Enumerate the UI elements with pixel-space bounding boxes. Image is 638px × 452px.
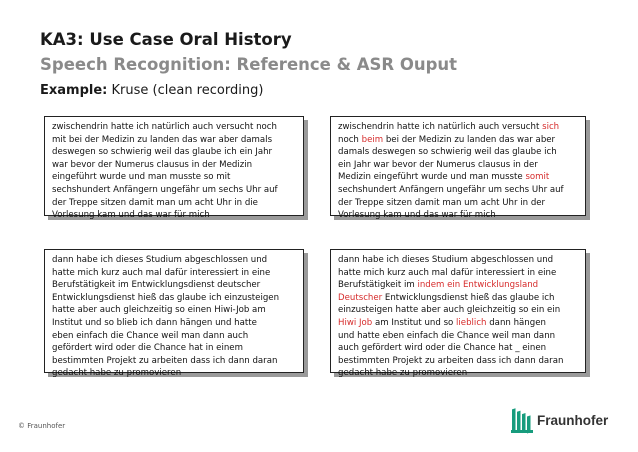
asr-output-box-1 — [330, 116, 586, 221]
example-text: Kruse (clean recording) — [107, 83, 264, 98]
transcript-text: Medizin eingeführt wurde und man musste — [338, 172, 526, 183]
asr-error-highlight: Deutscher — [338, 292, 383, 303]
transcript-line — [52, 209, 298, 222]
asr-error-highlight: beim — [361, 134, 384, 145]
transcript-line — [52, 146, 298, 159]
transcript-line — [338, 121, 580, 134]
transcript-text: Vorlesung kam und das war für mich — [338, 210, 496, 221]
transcript-line — [338, 134, 580, 147]
logo-wordmark: Fraunhofer — [537, 412, 609, 428]
transcript-line — [52, 355, 298, 368]
transcript-text: am Institut und so — [372, 317, 457, 328]
asr-output-box-2 — [330, 249, 586, 379]
transcript-line — [52, 292, 298, 305]
transcript-line — [338, 317, 580, 330]
transcript-text: dann habe ich dieses Studium abgeschlossen und — [52, 255, 268, 265]
transcript-text: bestimmten Projekt zu arbeiten dass ich dann daran — [52, 355, 278, 366]
transcript-text: gedacht habe zu promovieren — [52, 368, 182, 379]
transcript-text: ein Jahr war bevor der Numerus clausus in der — [338, 159, 538, 170]
transcript-text: der Treppe sitzen damit man um acht Uhr in die — [52, 197, 258, 208]
example-label: Example: — [40, 83, 108, 98]
slide-subtitle: Speech Recognition: Reference & ASR Ouput — [40, 55, 458, 74]
transcript-line — [338, 171, 580, 184]
transcript-line — [52, 279, 298, 292]
transcript-line — [52, 367, 298, 380]
example-caption — [40, 83, 263, 98]
transcript-line — [338, 292, 580, 305]
transcript-line — [52, 254, 298, 267]
transcript-text: hatte mich kurz auch mal dafür interessiert in eine — [338, 267, 557, 278]
transcript-line — [338, 367, 580, 380]
fraunhofer-logo — [510, 406, 608, 434]
transcript-line — [52, 159, 298, 172]
asr-error-highlight: Hiwi Job — [338, 317, 373, 328]
transcript-line — [338, 146, 580, 159]
transcript-line — [338, 254, 580, 267]
transcript-line — [52, 317, 298, 330]
transcript-line — [52, 121, 298, 134]
transcript-line — [338, 184, 580, 197]
transcript-line — [338, 279, 580, 292]
transcript-text: war bevor der Numerus clausus in der Medizin — [52, 159, 253, 170]
transcript-text: dann hängen — [486, 317, 546, 328]
transcript-text: bestimmten Projekt zu arbeiten dass ich dann daran — [338, 355, 564, 366]
asr-error-highlight: lieblich — [456, 317, 487, 328]
transcript-text: der Treppe sitzen damit man um acht Uhr in der — [338, 197, 546, 208]
transcript-text: dann habe ich dieses Studium abgeschlossen und — [338, 255, 554, 265]
transcript-text: Institut und so blieb ich dann hängen und hatte — [52, 317, 257, 328]
transcript-text: eingeführt wurde und man musste so mit — [52, 172, 231, 183]
asr-error-highlight: somit — [525, 172, 550, 183]
transcript-line — [52, 267, 298, 280]
transcript-line — [338, 267, 580, 280]
transcript-text: und hatte eben einfach die Chance weil man dann — [338, 330, 556, 341]
transcript-line — [52, 330, 298, 343]
transcript-text: sechshundert Anfängern ungefähr um sechs Uhr auf — [338, 184, 564, 195]
transcript-text: bei der Medizin zu landen das war aber — [383, 134, 556, 145]
asr-error-highlight: indem ein Entwicklungsland — [417, 280, 539, 291]
transcript-line — [52, 171, 298, 184]
transcript-text: damals deswegen so schwierig weil das glaube ich — [338, 147, 557, 158]
transcript-line — [338, 159, 580, 172]
asr-error-highlight: sich — [542, 122, 560, 132]
transcript-line — [52, 197, 298, 210]
transcript-line — [52, 342, 298, 355]
transcript-line — [338, 197, 580, 210]
transcript-text: gefördert wird oder die Chance hat in einem — [52, 343, 243, 354]
reference-text-box-1 — [44, 116, 304, 221]
transcript-text: hatte aber auch gleichzeitig so einen Hiwi-Job am — [52, 305, 266, 316]
transcript-line — [338, 209, 580, 222]
transcript-text: auch gefördert wird oder die Chance hat _ einen — [338, 343, 547, 354]
transcript-text: einzusteigen hatte aber auch gleichzeitig so ein ein — [338, 305, 561, 316]
transcript-line — [338, 342, 580, 355]
transcript-text: hatte mich kurz auch mal dafür interessiert in eine — [52, 267, 271, 278]
transcript-text: zwischendrin hatte ich natürlich auch versucht noch — [52, 122, 277, 132]
transcript-text: deswegen so schwierig weil das glaube ich ein Jahr — [52, 147, 273, 158]
transcript-text: Berufstätigkeit im — [338, 280, 418, 291]
transcript-text: Vorlesung kam und das war für mich — [52, 210, 210, 221]
transcript-text: sechshundert Anfängern ungefähr um sechs Uhr auf — [52, 184, 278, 195]
slide-title: KA3: Use Case Oral History — [40, 30, 292, 49]
transcript-line — [338, 304, 580, 317]
fraunhofer-logo-icon — [510, 406, 534, 434]
transcript-text: mit bei der Medizin zu landen das war aber damals — [52, 134, 273, 145]
transcript-text: gedacht habe zu promovieren — [338, 368, 468, 379]
transcript-text: eben einfach die Chance weil man dann auch — [52, 330, 249, 341]
transcript-line — [52, 134, 298, 147]
transcript-text: Entwicklungsdienst hieß das glaube ich — [382, 292, 555, 303]
copyright-notice: © Fraunhofer — [18, 422, 66, 430]
transcript-text: noch — [338, 134, 362, 145]
transcript-line — [52, 184, 298, 197]
transcript-text: Entwicklungsdienst hieß das glaube ich einzusteigen — [52, 292, 280, 303]
transcript-text: Berufstätigkeit im Entwicklungsdienst deutscher — [52, 280, 261, 291]
transcript-line — [338, 355, 580, 368]
transcript-text: zwischendrin hatte ich natürlich auch versucht — [338, 122, 543, 132]
reference-text-box-2 — [44, 249, 304, 379]
transcript-line — [52, 304, 298, 317]
transcript-line — [338, 330, 580, 343]
